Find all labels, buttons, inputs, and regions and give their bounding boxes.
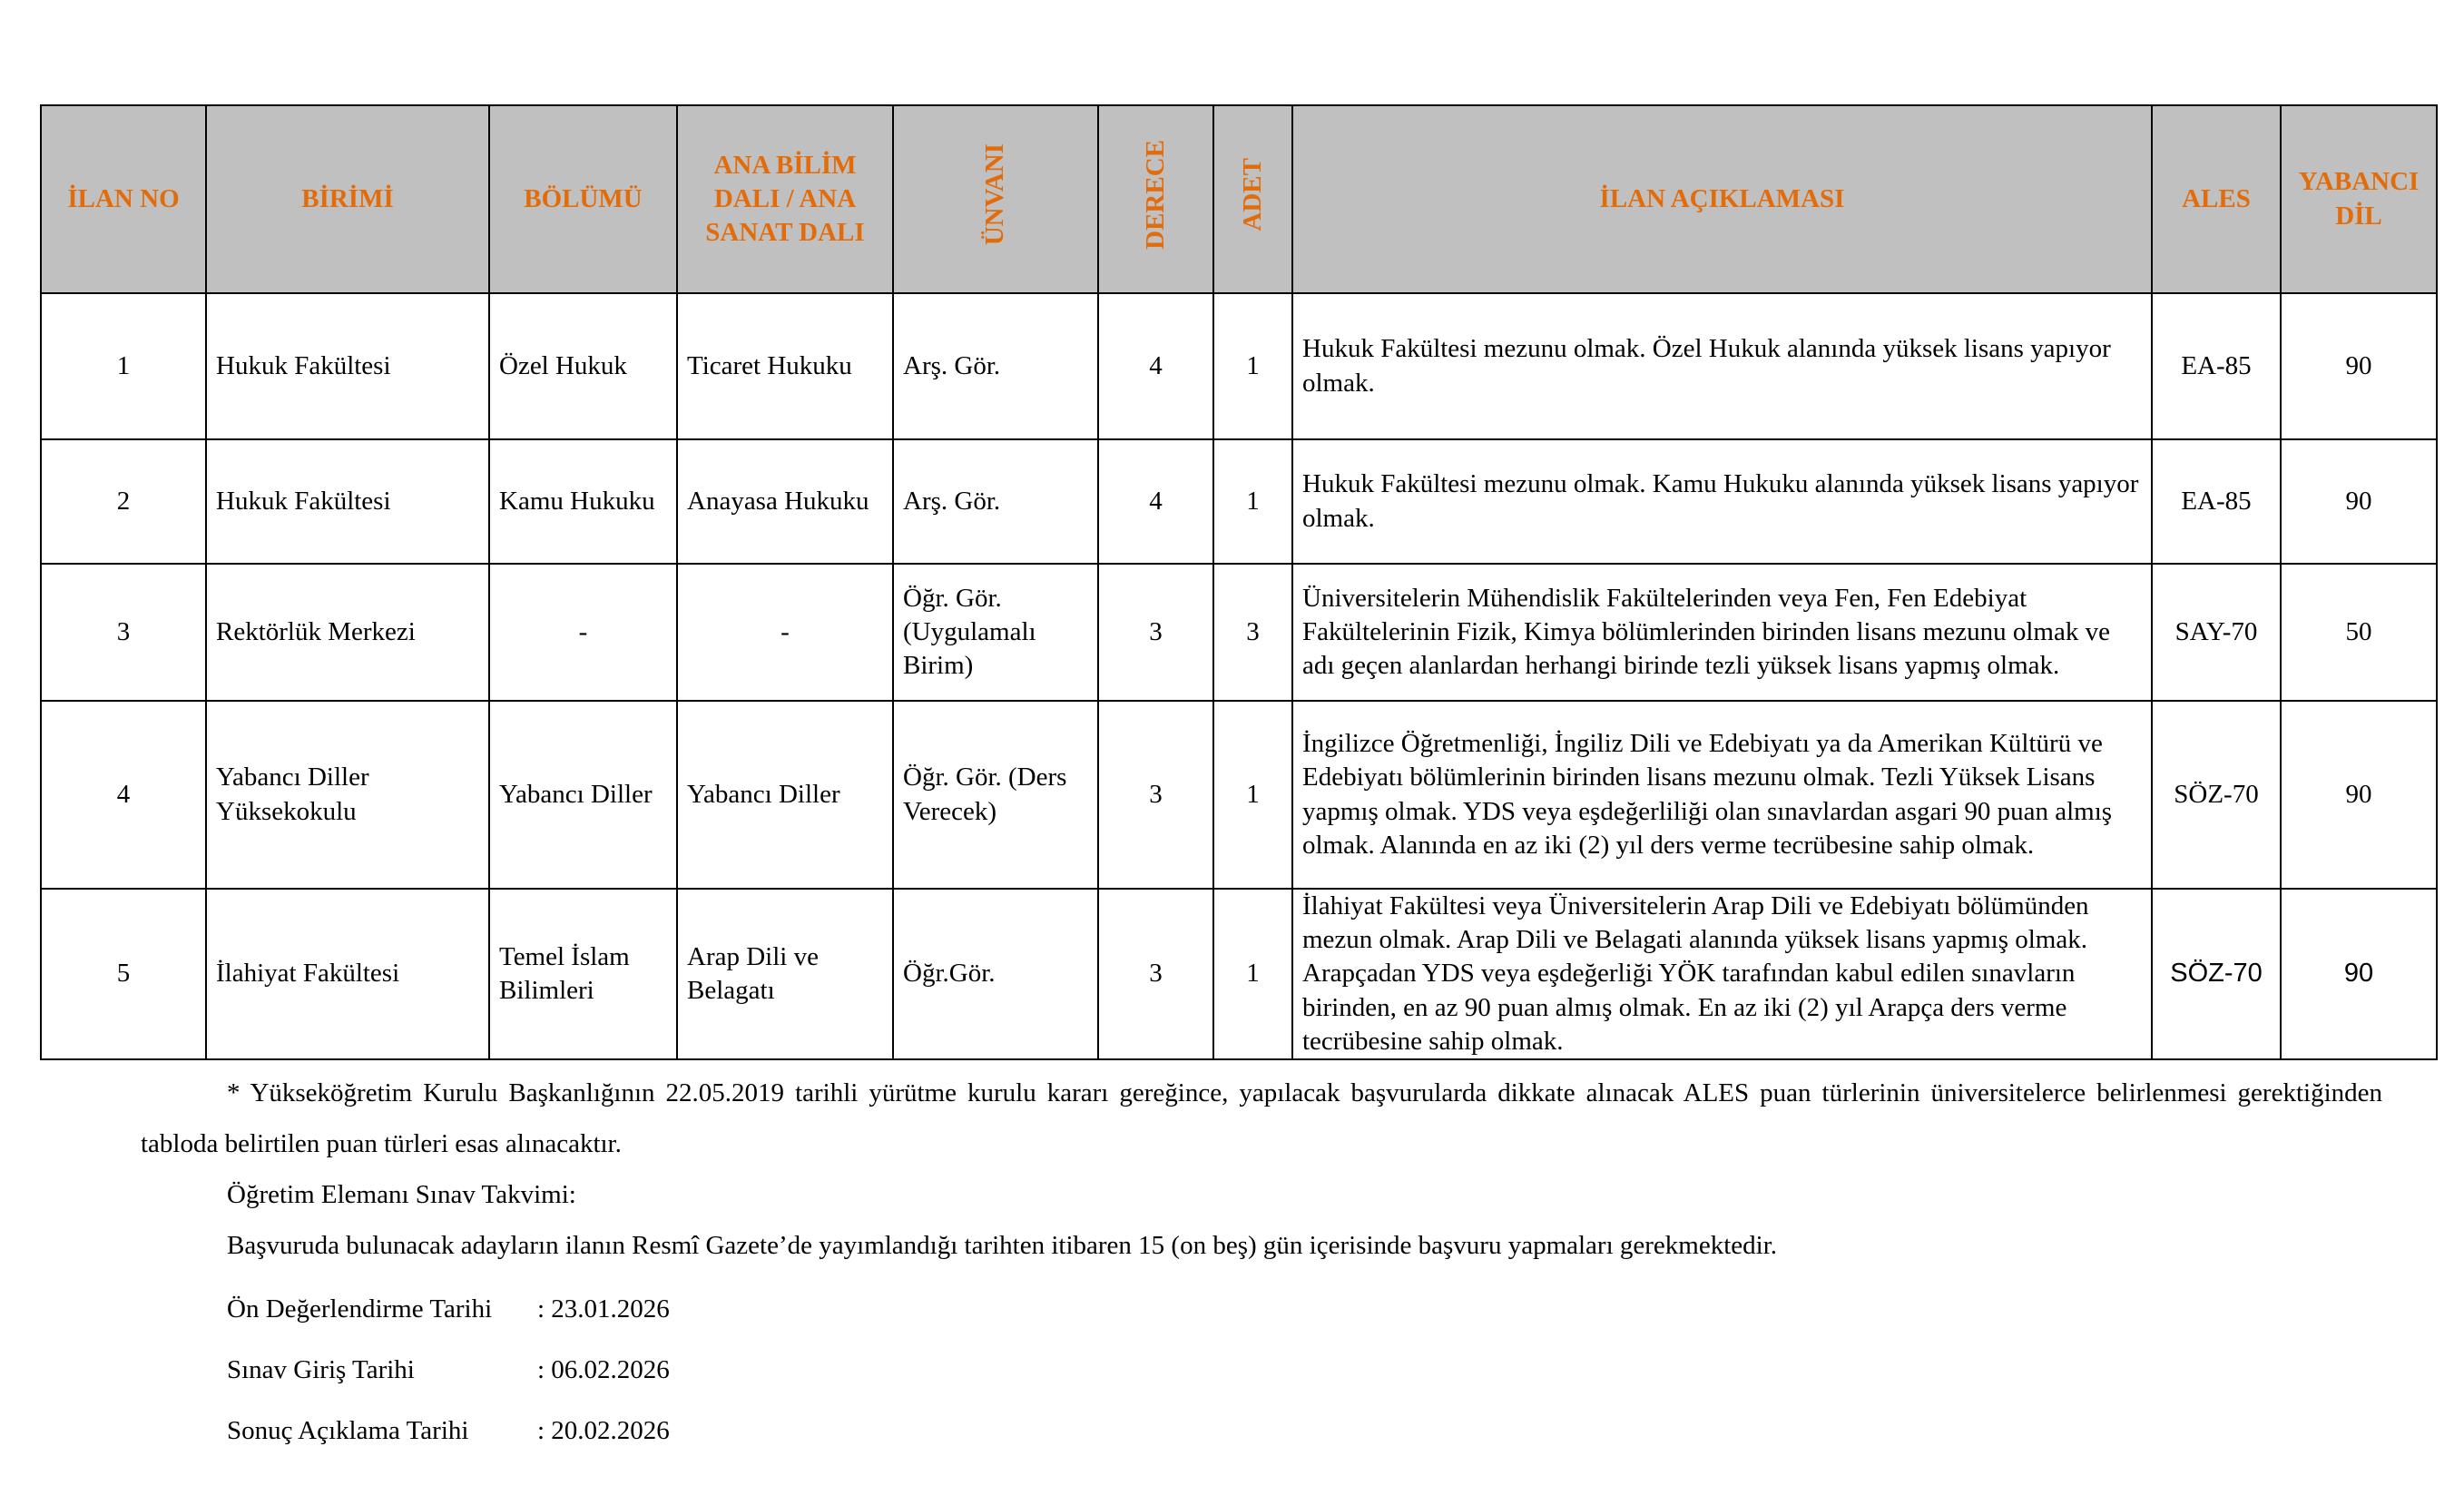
cell-ilan-aciklamasi: Üniversitelerin Mühendislik Fakültelerinden veya Fen, Fen Edebiyat Fakültelerinin Fizik, Kimya bölümlerinden birinden lisans mezunu olmak ve adı geçen alanlardan herhangi birinde tezli yüksek lisans yapmış olmak. xyxy=(1292,564,2152,701)
cell-yabanci-dil: 90 xyxy=(2281,439,2437,564)
header-unvani-label: ÜNVANI xyxy=(980,143,1010,246)
cell-ilan-aciklamasi: İlahiyat Fakültesi veya Üniversitelerin Arap Dili ve Edebiyatı bölümünden mezun olmak. Arap Dili ve Belagati alanında yüksek lisans yapmış olmak. Arapçadan YDS veya eşdeğerliği YÖK tarafından kabul edilen sınavların birinden, en az 90 puan almış olmak. En az iki (2) yıl Arapça ders verme tecrübesine sahip olmak. xyxy=(1292,889,2152,1059)
cell-ana-bilim-dali: Anayasa Hukuku xyxy=(677,439,893,564)
cell-bolumu: Özel Hukuk xyxy=(489,293,677,439)
cell-adet: 1 xyxy=(1213,293,1292,439)
header-ilan-aciklamasi: İLAN AÇIKLAMASI xyxy=(1292,105,2152,293)
cell-birimi: Hukuk Fakültesi xyxy=(206,293,489,439)
cell-birimi: Rektörlük Merkezi xyxy=(206,564,489,701)
date-row-sinav-giris xyxy=(227,1340,2382,1401)
calendar-title: Öğretim Elemanı Sınav Takvimi: xyxy=(227,1180,576,1209)
cell-yabanci-dil: 90 xyxy=(2281,701,2437,889)
cell-yabanci-dil: 90 xyxy=(2281,293,2437,439)
table-header-row xyxy=(41,105,2437,293)
table-row xyxy=(41,889,2437,1059)
cell-unvani: Arş. Gör. xyxy=(893,439,1098,564)
header-derece-label: DERECE xyxy=(1140,140,1170,250)
date-value: : 20.02.2026 xyxy=(537,1416,670,1445)
cell-adet: 1 xyxy=(1213,889,1292,1059)
cell-birimi: Hukuk Fakültesi xyxy=(206,439,489,564)
cell-unvani: Arş. Gör. xyxy=(893,293,1098,439)
cell-bolumu: Temel İslam Bilimleri xyxy=(489,889,677,1059)
cell-adet: 1 xyxy=(1213,701,1292,889)
cell-ilan-aciklamasi: Hukuk Fakültesi mezunu olmak. Kamu Hukuku alanında yüksek lisans yapıyor olmak. xyxy=(1292,439,2152,564)
date-label: Sonuç Açıklama Tarihi xyxy=(227,1416,469,1445)
date-row-on-degerlendirme xyxy=(227,1279,2382,1340)
positions-table xyxy=(40,104,2438,1060)
header-bolumu: BÖLÜMÜ xyxy=(489,105,677,293)
cell-unvani: Öğr.Gör. xyxy=(893,889,1098,1059)
date-value: : 23.01.2026 xyxy=(537,1294,670,1324)
dates-list xyxy=(141,1279,2382,1461)
cell-ana-bilim-dali: Arap Dili ve Belagatı xyxy=(677,889,893,1059)
table-row xyxy=(41,439,2437,564)
header-yabanci-dil: YABANCI DİL xyxy=(2281,105,2437,293)
cell-ilan-no: 4 xyxy=(41,701,206,889)
cell-derece: 3 xyxy=(1098,701,1213,889)
cell-bolumu: Yabancı Diller xyxy=(489,701,677,889)
date-value: : 06.02.2026 xyxy=(537,1355,670,1384)
cell-ilan-no: 1 xyxy=(41,293,206,439)
cell-ana-bilim-dali: - xyxy=(677,564,893,701)
cell-ilan-no: 3 xyxy=(41,564,206,701)
cell-derece: 4 xyxy=(1098,293,1213,439)
date-label: Ön Değerlendirme Tarihi xyxy=(227,1294,493,1324)
table-row xyxy=(41,293,2437,439)
ales-note: * Yükseköğretim Kurulu Başkanlığının 22.05.2019 tarihli yürütme kurulu kararı gereğince, yapılacak başvurularda dikkate alınacak ALES puan türlerinin üniversitelerce belirlenmesi gerektiğinden tabloda belirtilen puan türleri esas alınacaktır. xyxy=(141,1078,2382,1158)
cell-derece: 3 xyxy=(1098,889,1213,1059)
cell-ales: SÖZ-70 xyxy=(2152,701,2281,889)
date-label: Sınav Giriş Tarihi xyxy=(227,1355,415,1384)
header-ilan-no: İLAN NO xyxy=(41,105,206,293)
cell-derece: 4 xyxy=(1098,439,1213,564)
cell-unvani: Öğr. Gör. (Ders Verecek) xyxy=(893,701,1098,889)
cell-yabanci-dil: 90 xyxy=(2281,889,2437,1059)
cell-ana-bilim-dali: Ticaret Hukuku xyxy=(677,293,893,439)
header-adet xyxy=(1213,105,1292,293)
cell-unvani: Öğr. Gör. (Uygulamalı Birim) xyxy=(893,564,1098,701)
cell-adet: 3 xyxy=(1213,564,1292,701)
header-ana-bilim-dali: ANA BİLİM DALI / ANA SANAT DALI xyxy=(677,105,893,293)
header-adet-label: ADET xyxy=(1237,158,1267,231)
cell-adet: 1 xyxy=(1213,439,1292,564)
application-text: Başvuruda bulunacak adayların ilanın Resmî Gazete’de yayımlandığı tarihten itibaren 15 (on beş) gün içerisinde başvuru yapmaları gerekmektedir. xyxy=(227,1231,1778,1260)
table-row xyxy=(41,564,2437,701)
header-unvani xyxy=(893,105,1098,293)
table-row xyxy=(41,701,2437,889)
cell-ilan-no: 5 xyxy=(41,889,206,1059)
cell-bolumu: - xyxy=(489,564,677,701)
cell-ales: SÖZ-70 xyxy=(2152,889,2281,1059)
header-ales: ALES xyxy=(2152,105,2281,293)
cell-ilan-aciklamasi: Hukuk Fakültesi mezunu olmak. Özel Hukuk alanında yüksek lisans yapıyor olmak. xyxy=(1292,293,2152,439)
cell-ilan-aciklamasi: İngilizce Öğretmenliği, İngiliz Dili ve Edebiyatı ya da Amerikan Kültürü ve Edebiyatı bölümlerinin birinden lisans mezunu olmak. Tezli Yüksek Lisans yapmış olmak. YDS veya eşdeğerliliği olan sınavlardan asgari 90 puan almış olmak. Alanında en az iki (2) yıl ders verme tecrübesine sahip olmak. xyxy=(1292,701,2152,889)
header-birimi: BİRİMİ xyxy=(206,105,489,293)
cell-birimi: Yabancı Diller Yüksekokulu xyxy=(206,701,489,889)
cell-yabanci-dil: 50 xyxy=(2281,564,2437,701)
cell-ales: EA-85 xyxy=(2152,293,2281,439)
notes-section xyxy=(141,1068,2382,1461)
cell-bolumu: Kamu Hukuku xyxy=(489,439,677,564)
header-derece xyxy=(1098,105,1213,293)
cell-ales: SAY-70 xyxy=(2152,564,2281,701)
date-row-sonuc-aciklama xyxy=(227,1401,2382,1461)
cell-derece: 3 xyxy=(1098,564,1213,701)
cell-ales: EA-85 xyxy=(2152,439,2281,564)
cell-ana-bilim-dali: Yabancı Diller xyxy=(677,701,893,889)
cell-birimi: İlahiyat Fakültesi xyxy=(206,889,489,1059)
cell-ilan-no: 2 xyxy=(41,439,206,564)
